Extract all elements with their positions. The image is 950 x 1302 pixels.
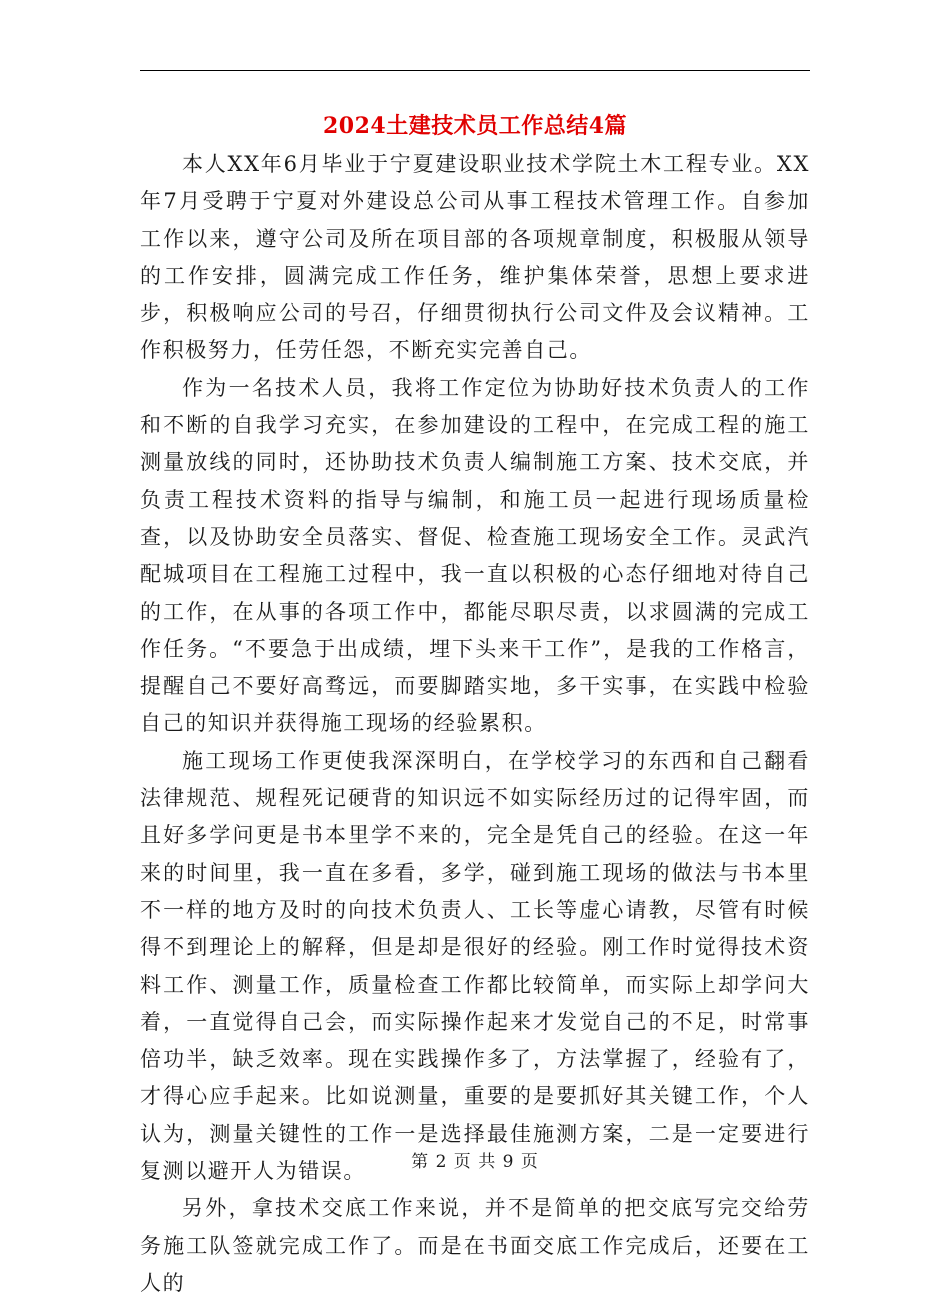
- document-title: 2024土建技术员工作总结4篇: [322, 113, 628, 139]
- paragraph-2: 作为一名技术人员，我将工作定位为协助好技术负责人的工作和不断的自我学习充实，在参加建设的工程中，在完成工程的施工测量放线的同时，还协助技术负责人编制施工方案、技术交底，并负责工程技术资料的指导与编制，和施工员一起进行现场质量检查，以及协助安全员落实、督促、检查施工现场安全工作。灵武汽配城项目在工程施工过程中，我一直以积极的心态仔细地对待自己的工作，在从事的各项工作中，都能尽职尽责，以求圆满的完成工作任务。“不要急于出成绩，埋下头来干工作”，是我的工作格言，提醒自己不要好高骛远，而要脚踏实地，多干实事，在实践中检验自己的知识并获得施工现场的经验累积。: [140, 375, 810, 736]
- document-body: [140, 146, 810, 1302]
- header-rule: [140, 70, 810, 71]
- paragraph-4: 另外，拿技术交底工作来说，并不是简单的把交底写完交给劳务施工队签就完成工作了。而是在书面交底工作完成后，还要在工人的: [140, 1196, 810, 1295]
- page-number-footer: 第 2 页 共 9 页: [411, 1152, 539, 1172]
- paragraph-1: 本人XX年6月毕业于宁夏建设职业技术学院土木工程专业。XX年7月受聘于宁夏对外建设总公司从事工程技术管理工作。自参加工作以来，遵守公司及所在项目部的各项规章制度，积极服从领导的工作安排，圆满完成工作任务，维护集体荣誉，思想上要求进步，积极响应公司的号召，仔细贯彻执行公司文件及会议精神。工作积极努力，任劳任怨，不断充实完善自己。: [140, 152, 810, 363]
- paragraph-3: 施工现场工作更使我深深明白，在学校学习的东西和自己翻看法律规范、规程死记硬背的知识远不如实际经历过的记得牢固，而且好多学问更是书本里学不来的，完全是凭自己的经验。在这一年来的时间里，我一直在多看，多学，碰到施工现场的做法与书本里不一样的地方及时的向技术负责人、工长等虚心请教，尽管有时候得不到理论上的解释，但是却是很好的经验。刚工作时觉得技术资料工作、测量工作，质量检查工作都比较简单，而实际上却学问大着，一直觉得自己会，而实际操作起来才发觉自己的不足，时常事倍功半，缺乏效率。现在实践操作多了，方法掌握了，经验有了，才得心应手起来。比如说测量，重要的是要抓好其关键工作，个人认为，测量关键性的工作一是选择最佳施测方案，二是一定要进行复测以避开人为错误。: [140, 748, 810, 1184]
